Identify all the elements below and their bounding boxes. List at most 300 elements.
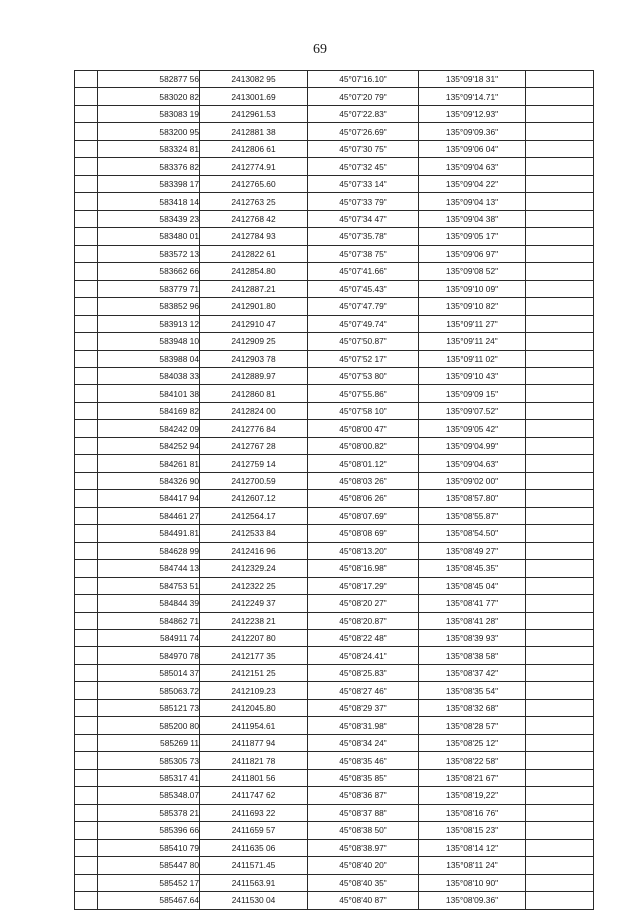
blank-right-cell — [526, 752, 594, 769]
longitude-cell: 135°08'41 77" — [419, 595, 526, 612]
latitude-cell: 45°07'38 75" — [308, 245, 419, 262]
blank-right-cell — [526, 874, 594, 891]
blank-right-cell — [526, 630, 594, 647]
y-coordinate-cell: 2411954.61 — [200, 717, 308, 734]
blank-left-cell — [75, 664, 98, 681]
latitude-cell: 45°08'00.82" — [308, 437, 419, 454]
blank-left-cell — [75, 88, 98, 105]
x-coordinate-cell: 584242 09 — [98, 420, 200, 437]
blank-left-cell — [75, 542, 98, 559]
y-coordinate-cell: 2412889.97 — [200, 367, 308, 384]
x-coordinate-cell: 583083 19 — [98, 105, 200, 122]
longitude-cell: 135°08'16 76" — [419, 804, 526, 821]
y-coordinate-cell: 2412238 21 — [200, 612, 308, 629]
blank-left-cell — [75, 455, 98, 472]
longitude-cell: 135°08'41 28" — [419, 612, 526, 629]
x-coordinate-cell: 583779 71 — [98, 280, 200, 297]
x-coordinate-cell: 583572 13 — [98, 245, 200, 262]
table-row — [75, 455, 594, 472]
table-row — [75, 315, 594, 332]
y-coordinate-cell: 2412887.21 — [200, 280, 308, 297]
x-coordinate-cell: 585378 21 — [98, 804, 200, 821]
y-coordinate-cell: 2412860 81 — [200, 385, 308, 402]
latitude-cell: 45°08'29 37" — [308, 699, 419, 716]
y-coordinate-cell: 2411693 22 — [200, 804, 308, 821]
table-row — [75, 769, 594, 786]
table-row — [75, 717, 594, 734]
longitude-cell: 135°09'04 13" — [419, 193, 526, 210]
blank-right-cell — [526, 839, 594, 856]
y-coordinate-cell: 2411747 62 — [200, 787, 308, 804]
blank-left-cell — [75, 699, 98, 716]
blank-right-cell — [526, 769, 594, 786]
table-row — [75, 228, 594, 245]
latitude-cell: 45°08'08 69" — [308, 525, 419, 542]
y-coordinate-cell: 2411801 56 — [200, 769, 308, 786]
blank-left-cell — [75, 839, 98, 856]
blank-left-cell — [75, 507, 98, 524]
longitude-cell: 135°08'39 93" — [419, 630, 526, 647]
longitude-cell: 135°09'07.52" — [419, 402, 526, 419]
latitude-cell: 45°08'35 85" — [308, 769, 419, 786]
x-coordinate-cell: 584862 71 — [98, 612, 200, 629]
blank-left-cell — [75, 280, 98, 297]
latitude-cell: 45°07'34 47" — [308, 210, 419, 227]
y-coordinate-cell: 2412607.12 — [200, 490, 308, 507]
table-row — [75, 298, 594, 315]
blank-left-cell — [75, 804, 98, 821]
table-row — [75, 350, 594, 367]
y-coordinate-cell: 2412763 25 — [200, 193, 308, 210]
longitude-cell: 135°08'38 58" — [419, 647, 526, 664]
longitude-cell: 135°09'09.36" — [419, 123, 526, 140]
blank-right-cell — [526, 717, 594, 734]
longitude-cell: 135°09'09 15" — [419, 385, 526, 402]
x-coordinate-cell: 585305 73 — [98, 752, 200, 769]
blank-left-cell — [75, 175, 98, 192]
y-coordinate-cell: 2411821 78 — [200, 752, 308, 769]
x-coordinate-cell: 583020 82 — [98, 88, 200, 105]
blank-right-cell — [526, 734, 594, 751]
blank-left-cell — [75, 630, 98, 647]
blank-right-cell — [526, 490, 594, 507]
page-number: 69 — [313, 42, 327, 57]
blank-right-cell — [526, 245, 594, 262]
table-row — [75, 525, 594, 542]
y-coordinate-cell: 2412910 47 — [200, 315, 308, 332]
blank-left-cell — [75, 193, 98, 210]
x-coordinate-cell: 584252 94 — [98, 437, 200, 454]
table-row — [75, 193, 594, 210]
x-coordinate-cell: 585317 41 — [98, 769, 200, 786]
longitude-cell: 135°08'45 04" — [419, 577, 526, 594]
latitude-cell: 45°07'16.10" — [308, 71, 419, 88]
blank-right-cell — [526, 228, 594, 245]
x-coordinate-cell: 584038 33 — [98, 367, 200, 384]
blank-right-cell — [526, 804, 594, 821]
y-coordinate-cell: 2411635 06 — [200, 839, 308, 856]
latitude-cell: 45°07'58 10" — [308, 402, 419, 419]
x-coordinate-cell: 585447 80 — [98, 857, 200, 874]
longitude-cell: 135°08'25 12" — [419, 734, 526, 751]
blank-right-cell — [526, 333, 594, 350]
longitude-cell: 135°08'21 67" — [419, 769, 526, 786]
blank-right-cell — [526, 822, 594, 839]
y-coordinate-cell: 2412109.23 — [200, 682, 308, 699]
x-coordinate-cell: 583439 23 — [98, 210, 200, 227]
blank-right-cell — [526, 560, 594, 577]
table-row — [75, 490, 594, 507]
blank-left-cell — [75, 577, 98, 594]
x-coordinate-cell: 585014 37 — [98, 664, 200, 681]
y-coordinate-cell: 2412322 25 — [200, 577, 308, 594]
longitude-cell: 135°09'12.93" — [419, 105, 526, 122]
latitude-cell: 45°08'17.29" — [308, 577, 419, 594]
blank-right-cell — [526, 315, 594, 332]
blank-left-cell — [75, 402, 98, 419]
x-coordinate-cell: 582877 56 — [98, 71, 200, 88]
blank-right-cell — [526, 367, 594, 384]
table-row — [75, 245, 594, 262]
y-coordinate-cell: 2412784 93 — [200, 228, 308, 245]
longitude-cell: 135°09'11 02" — [419, 350, 526, 367]
x-coordinate-cell: 584417 94 — [98, 490, 200, 507]
longitude-cell: 135°08'19,22" — [419, 787, 526, 804]
y-coordinate-cell: 2412759 14 — [200, 455, 308, 472]
blank-left-cell — [75, 123, 98, 140]
longitude-cell: 135°08'14 12" — [419, 839, 526, 856]
x-coordinate-cell: 585121 73 — [98, 699, 200, 716]
x-coordinate-cell: 583376 82 — [98, 158, 200, 175]
latitude-cell: 45°08'31.98" — [308, 717, 419, 734]
x-coordinate-cell: 584461 27 — [98, 507, 200, 524]
x-coordinate-cell: 583398 17 — [98, 175, 200, 192]
blank-left-cell — [75, 822, 98, 839]
y-coordinate-cell: 2412776 84 — [200, 420, 308, 437]
latitude-cell: 45°08'35 46" — [308, 752, 419, 769]
blank-right-cell — [526, 437, 594, 454]
blank-left-cell — [75, 210, 98, 227]
table-row — [75, 542, 594, 559]
blank-right-cell — [526, 193, 594, 210]
latitude-cell: 45°07'41.66" — [308, 263, 419, 280]
latitude-cell: 45°08'13.20" — [308, 542, 419, 559]
table-row — [75, 839, 594, 856]
table-row — [75, 472, 594, 489]
y-coordinate-cell: 2412151 25 — [200, 664, 308, 681]
coordinates-table — [74, 70, 594, 910]
blank-left-cell — [75, 490, 98, 507]
x-coordinate-cell: 584911 74 — [98, 630, 200, 647]
blank-right-cell — [526, 210, 594, 227]
longitude-cell: 135°09'11 27" — [419, 315, 526, 332]
x-coordinate-cell: 583418 14 — [98, 193, 200, 210]
y-coordinate-cell: 2411530 04 — [200, 892, 308, 909]
blank-right-cell — [526, 402, 594, 419]
latitude-cell: 45°07'45.43" — [308, 280, 419, 297]
blank-left-cell — [75, 769, 98, 786]
longitude-cell: 135°08'37 42" — [419, 664, 526, 681]
longitude-cell: 135°08'54.50" — [419, 525, 526, 542]
longitude-cell: 135°09'04.99" — [419, 437, 526, 454]
blank-left-cell — [75, 472, 98, 489]
latitude-cell: 45°07'35.78" — [308, 228, 419, 245]
y-coordinate-cell: 2411563.91 — [200, 874, 308, 891]
longitude-cell: 135°08'09.36" — [419, 892, 526, 909]
blank-right-cell — [526, 175, 594, 192]
blank-left-cell — [75, 717, 98, 734]
blank-left-cell — [75, 385, 98, 402]
blank-left-cell — [75, 857, 98, 874]
blank-right-cell — [526, 595, 594, 612]
table-row — [75, 647, 594, 664]
latitude-cell: 45°07'26.69" — [308, 123, 419, 140]
y-coordinate-cell: 2412767 28 — [200, 437, 308, 454]
blank-left-cell — [75, 350, 98, 367]
latitude-cell: 45°08'40 20" — [308, 857, 419, 874]
table-row — [75, 420, 594, 437]
y-coordinate-cell: 2412207 80 — [200, 630, 308, 647]
blank-right-cell — [526, 71, 594, 88]
x-coordinate-cell: 585467.64 — [98, 892, 200, 909]
y-coordinate-cell: 2412700.59 — [200, 472, 308, 489]
longitude-cell: 135°09'06 97" — [419, 245, 526, 262]
table-row — [75, 210, 594, 227]
latitude-cell: 45°08'27 46" — [308, 682, 419, 699]
blank-right-cell — [526, 420, 594, 437]
table-row — [75, 402, 594, 419]
blank-right-cell — [526, 664, 594, 681]
latitude-cell: 45°07'32 45" — [308, 158, 419, 175]
y-coordinate-cell: 2412768 42 — [200, 210, 308, 227]
blank-left-cell — [75, 315, 98, 332]
table-row — [75, 752, 594, 769]
y-coordinate-cell: 2412881 38 — [200, 123, 308, 140]
blank-left-cell — [75, 263, 98, 280]
blank-left-cell — [75, 367, 98, 384]
y-coordinate-cell: 2412774.91 — [200, 158, 308, 175]
longitude-cell: 135°08'55.87" — [419, 507, 526, 524]
x-coordinate-cell: 584491.81 — [98, 525, 200, 542]
x-coordinate-cell: 583948 10 — [98, 333, 200, 350]
y-coordinate-cell: 2411877 94 — [200, 734, 308, 751]
y-coordinate-cell: 2412903 78 — [200, 350, 308, 367]
longitude-cell: 135°09'05 42" — [419, 420, 526, 437]
blank-left-cell — [75, 228, 98, 245]
blank-right-cell — [526, 857, 594, 874]
blank-right-cell — [526, 682, 594, 699]
blank-right-cell — [526, 525, 594, 542]
blank-right-cell — [526, 88, 594, 105]
y-coordinate-cell: 2412961.53 — [200, 105, 308, 122]
x-coordinate-cell: 584844 39 — [98, 595, 200, 612]
longitude-cell: 135°09'06 04" — [419, 140, 526, 157]
latitude-cell: 45°08'24.41" — [308, 647, 419, 664]
longitude-cell: 135°09'10 09" — [419, 280, 526, 297]
x-coordinate-cell: 584753 51 — [98, 577, 200, 594]
y-coordinate-cell: 2412822 61 — [200, 245, 308, 262]
table-row — [75, 664, 594, 681]
table-row — [75, 630, 594, 647]
blank-right-cell — [526, 892, 594, 909]
longitude-cell: 135°08'10 90" — [419, 874, 526, 891]
blank-right-cell — [526, 140, 594, 157]
table-row — [75, 787, 594, 804]
blank-right-cell — [526, 123, 594, 140]
latitude-cell: 45°08'36 87" — [308, 787, 419, 804]
longitude-cell: 135°08'57.80" — [419, 490, 526, 507]
latitude-cell: 45°08'22 48" — [308, 630, 419, 647]
blank-right-cell — [526, 280, 594, 297]
y-coordinate-cell: 2413001.69 — [200, 88, 308, 105]
x-coordinate-cell: 583324 81 — [98, 140, 200, 157]
blank-left-cell — [75, 105, 98, 122]
latitude-cell: 45°08'34 24" — [308, 734, 419, 751]
longitude-cell: 135°09'08 52" — [419, 263, 526, 280]
table-row — [75, 123, 594, 140]
latitude-cell: 45°08'37 88" — [308, 804, 419, 821]
x-coordinate-cell: 584101 38 — [98, 385, 200, 402]
blank-left-cell — [75, 333, 98, 350]
table-row — [75, 333, 594, 350]
blank-right-cell — [526, 507, 594, 524]
y-coordinate-cell: 2412416 96 — [200, 542, 308, 559]
blank-left-cell — [75, 682, 98, 699]
y-coordinate-cell: 2412533 84 — [200, 525, 308, 542]
latitude-cell: 45°08'40 35" — [308, 874, 419, 891]
latitude-cell: 45°08'06 26" — [308, 490, 419, 507]
longitude-cell: 135°08'28 57" — [419, 717, 526, 734]
longitude-cell: 135°08'11 24" — [419, 857, 526, 874]
y-coordinate-cell: 2412765.60 — [200, 175, 308, 192]
latitude-cell: 45°07'30 75" — [308, 140, 419, 157]
longitude-cell: 135°09'02 00" — [419, 472, 526, 489]
x-coordinate-cell: 584326 90 — [98, 472, 200, 489]
latitude-cell: 45°08'03 26" — [308, 472, 419, 489]
table-row — [75, 734, 594, 751]
longitude-cell: 135°09'18 31" — [419, 71, 526, 88]
x-coordinate-cell: 584744 13 — [98, 560, 200, 577]
table-row — [75, 892, 594, 909]
latitude-cell: 45°08'20 27" — [308, 595, 419, 612]
latitude-cell: 45°07'33 79" — [308, 193, 419, 210]
blank-left-cell — [75, 158, 98, 175]
latitude-cell: 45°07'52 17" — [308, 350, 419, 367]
latitude-cell: 45°07'20 79" — [308, 88, 419, 105]
longitude-cell: 135°09'04 38" — [419, 210, 526, 227]
blank-left-cell — [75, 560, 98, 577]
blank-left-cell — [75, 647, 98, 664]
x-coordinate-cell: 585063.72 — [98, 682, 200, 699]
table-row — [75, 88, 594, 105]
table-row — [75, 175, 594, 192]
x-coordinate-cell: 585452 17 — [98, 874, 200, 891]
x-coordinate-cell: 585410 79 — [98, 839, 200, 856]
y-coordinate-cell: 2413082 95 — [200, 71, 308, 88]
longitude-cell: 135°08'15 23" — [419, 822, 526, 839]
latitude-cell: 45°08'00 47" — [308, 420, 419, 437]
longitude-cell: 135°08'35 54" — [419, 682, 526, 699]
y-coordinate-cell: 2412329.24 — [200, 560, 308, 577]
x-coordinate-cell: 583852 96 — [98, 298, 200, 315]
x-coordinate-cell: 583200 95 — [98, 123, 200, 140]
blank-right-cell — [526, 263, 594, 280]
latitude-cell: 45°07'22.83" — [308, 105, 419, 122]
blank-left-cell — [75, 71, 98, 88]
table-row — [75, 437, 594, 454]
latitude-cell: 45°08'38.97" — [308, 839, 419, 856]
blank-left-cell — [75, 140, 98, 157]
blank-right-cell — [526, 577, 594, 594]
longitude-cell: 135°08'32 68" — [419, 699, 526, 716]
blank-left-cell — [75, 245, 98, 262]
table-row — [75, 367, 594, 384]
table-row — [75, 857, 594, 874]
longitude-cell: 135°09'04.63" — [419, 455, 526, 472]
blank-right-cell — [526, 612, 594, 629]
table-row — [75, 105, 594, 122]
table-row — [75, 874, 594, 891]
latitude-cell: 45°08'38 50" — [308, 822, 419, 839]
table-row — [75, 682, 594, 699]
latitude-cell: 45°08'16.98" — [308, 560, 419, 577]
longitude-cell: 135°09'10 43" — [419, 367, 526, 384]
latitude-cell: 45°08'20.87" — [308, 612, 419, 629]
table-row — [75, 263, 594, 280]
longitude-cell: 135°09'11 24" — [419, 333, 526, 350]
longitude-cell: 135°08'45.35" — [419, 560, 526, 577]
x-coordinate-cell: 584261 81 — [98, 455, 200, 472]
blank-right-cell — [526, 787, 594, 804]
y-coordinate-cell: 2412045.80 — [200, 699, 308, 716]
blank-right-cell — [526, 455, 594, 472]
y-coordinate-cell: 2411571.45 — [200, 857, 308, 874]
table-row — [75, 699, 594, 716]
table-row — [75, 560, 594, 577]
latitude-cell: 45°07'49.74" — [308, 315, 419, 332]
blank-right-cell — [526, 699, 594, 716]
longitude-cell: 135°09'10 82" — [419, 298, 526, 315]
x-coordinate-cell: 584169 82 — [98, 402, 200, 419]
table-row — [75, 577, 594, 594]
table-row — [75, 804, 594, 821]
latitude-cell: 45°08'01.12" — [308, 455, 419, 472]
table-row — [75, 140, 594, 157]
table-row — [75, 158, 594, 175]
y-coordinate-cell: 2412901.80 — [200, 298, 308, 315]
blank-left-cell — [75, 787, 98, 804]
longitude-cell: 135°09'04 22" — [419, 175, 526, 192]
x-coordinate-cell: 585269 11 — [98, 734, 200, 751]
x-coordinate-cell: 583662 66 — [98, 263, 200, 280]
latitude-cell: 45°07'55.86" — [308, 385, 419, 402]
longitude-cell: 135°08'22 58" — [419, 752, 526, 769]
x-coordinate-cell: 583480 01 — [98, 228, 200, 245]
blank-left-cell — [75, 892, 98, 909]
y-coordinate-cell: 2411659 57 — [200, 822, 308, 839]
blank-right-cell — [526, 472, 594, 489]
latitude-cell: 45°07'50.87" — [308, 333, 419, 350]
blank-left-cell — [75, 612, 98, 629]
table-row — [75, 595, 594, 612]
blank-right-cell — [526, 298, 594, 315]
longitude-cell: 135°09'14.71" — [419, 88, 526, 105]
blank-right-cell — [526, 542, 594, 559]
y-coordinate-cell: 2412854.80 — [200, 263, 308, 280]
x-coordinate-cell: 585200 80 — [98, 717, 200, 734]
blank-left-cell — [75, 525, 98, 542]
blank-left-cell — [75, 734, 98, 751]
